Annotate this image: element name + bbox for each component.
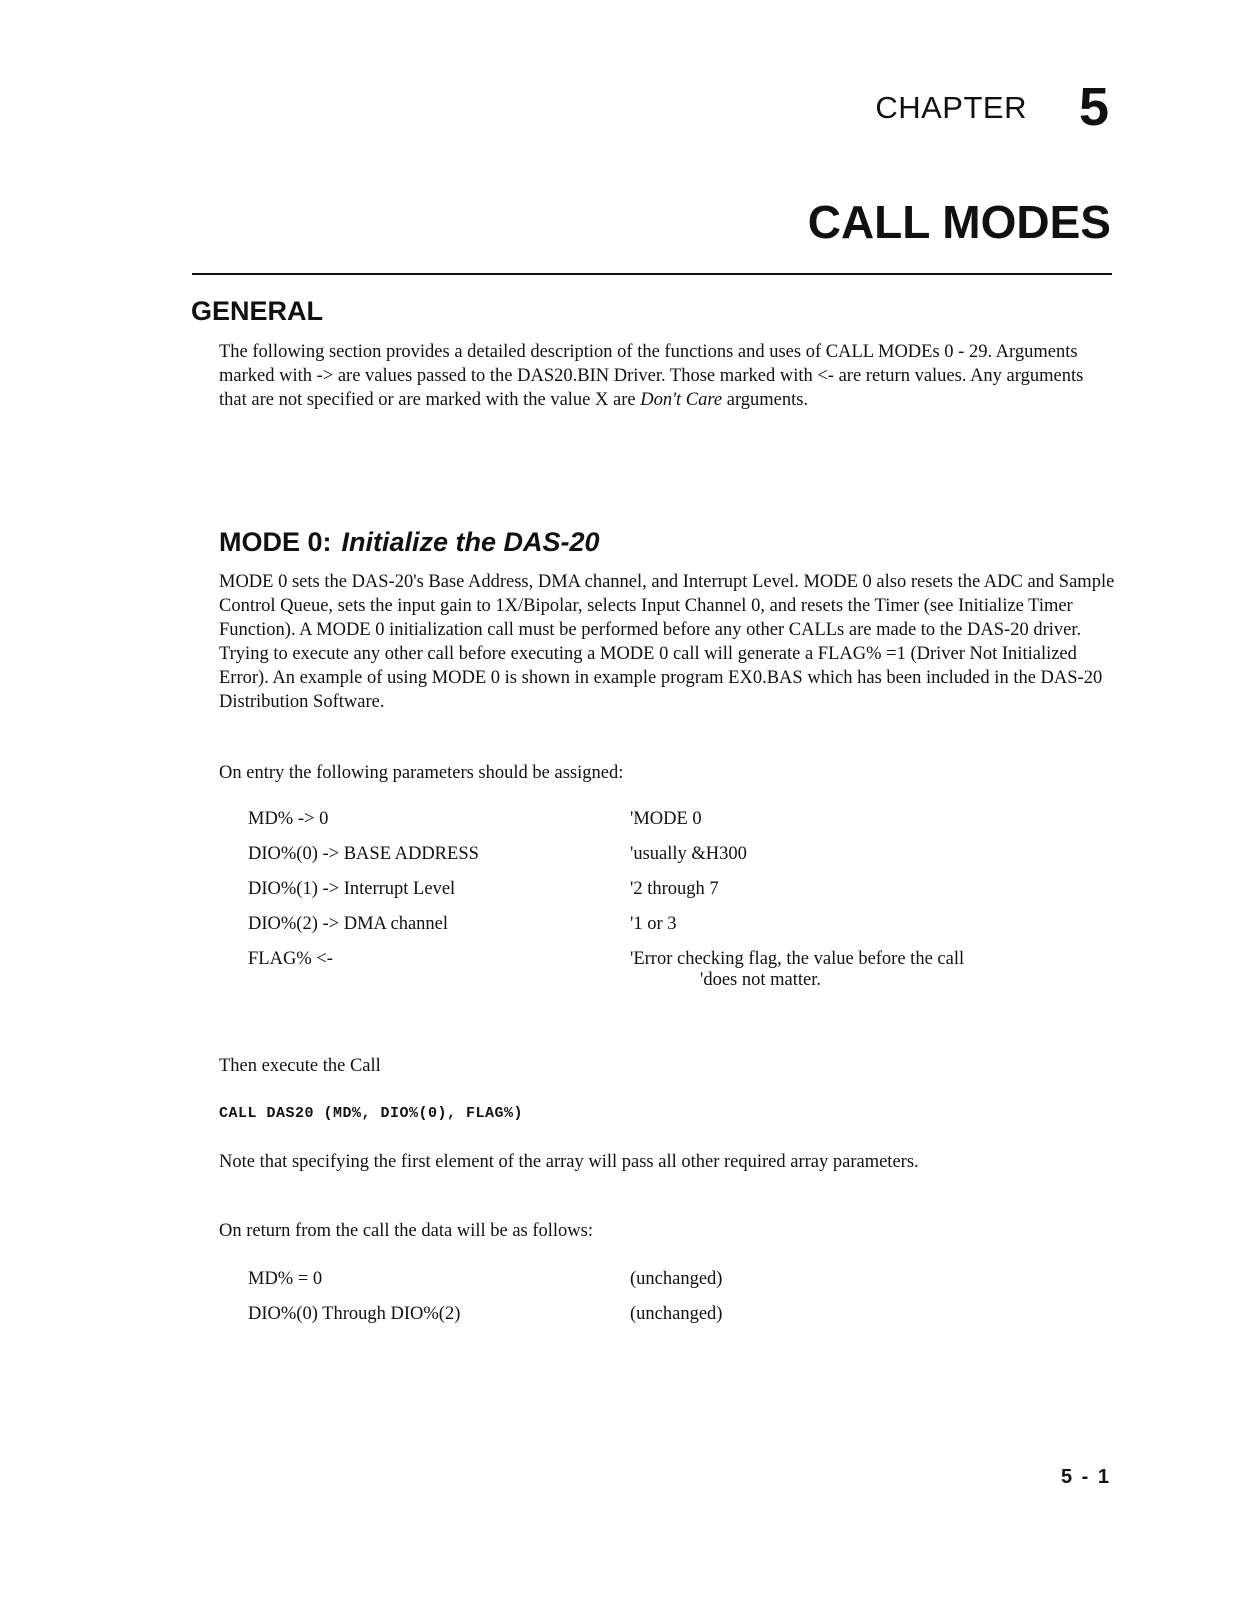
chapter-divider-rule (192, 273, 1112, 275)
entry-parameter-table (248, 809, 1098, 990)
return-intro: On return from the call the data will be as follows: (219, 1221, 594, 1241)
dont-care-term: Don't Care (640, 390, 723, 410)
entry-param-comment: '1 or 3 (630, 914, 677, 934)
entry-param-comment (630, 949, 964, 991)
chapter-label: CHAPTER (875, 90, 1027, 125)
return-param-comment: (unchanged) (630, 1304, 723, 1324)
return-param-name: DIO%(0) Through DIO%(2) (248, 1304, 461, 1324)
entry-param-row (248, 809, 1098, 844)
entry-param-row (248, 844, 1098, 879)
mode0-heading-title: Initialize the DAS-20 (341, 527, 600, 557)
return-parameter-table (248, 1269, 1098, 1339)
mode0-heading-prefix: MODE 0: (219, 527, 332, 557)
general-text-main: The following section provides a detailed description of the functions and uses of CALL MODEs 0 - 29. Arguments marked with -> are values passed to the DAS20.BIN Driver. Those marked with <- are return values. Any arguments that are not specified or are marked with the value X are (219, 342, 1084, 410)
entry-param-row (248, 914, 1098, 949)
general-heading: GENERAL (191, 296, 324, 326)
return-param-comment: (unchanged) (630, 1269, 723, 1289)
entry-param-comment-line2: 'does not matter. (700, 970, 821, 990)
array-note: Note that specifying the first element of the array will pass all other required array parameters. (219, 1152, 919, 1172)
entry-param-row (248, 949, 1098, 990)
entry-param-name: DIO%(1) -> Interrupt Level (248, 879, 456, 899)
entry-param-comment: 'MODE 0 (630, 809, 702, 829)
entry-param-comment: 'usually &H300 (630, 844, 747, 864)
return-param-name: MD% = 0 (248, 1269, 323, 1289)
chapter-title: CALL MODES (807, 196, 1111, 248)
mode0-heading (219, 527, 600, 558)
mode0-description: MODE 0 sets the DAS-20's Base Address, DMA channel, and Interrupt Level. MODE 0 also resets the ADC and Sample Control Queue, sets the input gain to 1X/Bipolar, selects Input Channel 0, and resets the Timer (see Initialize Timer Function). A MODE 0 initialization call must be performed before any other CALLs are made to the DAS-20 driver. Trying to execute any other call before executing a MODE 0 call will generate a FLAG% =1 (Driver Not Initialized Error). An example of using MODE 0 is shown in example program EX0.BAS which has been included in the DAS-20 Distribution Software. (219, 572, 1115, 712)
entry-param-name: MD% -> 0 (248, 809, 329, 829)
entry-param-comment: '2 through 7 (630, 879, 719, 899)
entry-param-name: DIO%(0) -> BASE ADDRESS (248, 844, 479, 864)
call-statement: CALL DAS20 (MD%, DIO%(0), FLAG%) (219, 1105, 524, 1122)
return-param-row (248, 1269, 1098, 1304)
entry-param-name: DIO%(2) -> DMA channel (248, 914, 449, 934)
entry-param-name: FLAG% <- (248, 949, 333, 969)
general-text-end: arguments. (722, 390, 809, 410)
general-paragraph (219, 340, 1099, 412)
chapter-number: 5 (1078, 77, 1109, 137)
entry-intro: On entry the following parameters should be assigned: (219, 763, 624, 783)
entry-param-row (248, 879, 1098, 914)
page-number: 5 - 1 (1060, 1466, 1111, 1488)
execute-intro: Then execute the Call (219, 1056, 381, 1076)
entry-param-comment-line1: 'Error checking flag, the value before the call (630, 949, 965, 969)
return-param-row (248, 1304, 1098, 1339)
